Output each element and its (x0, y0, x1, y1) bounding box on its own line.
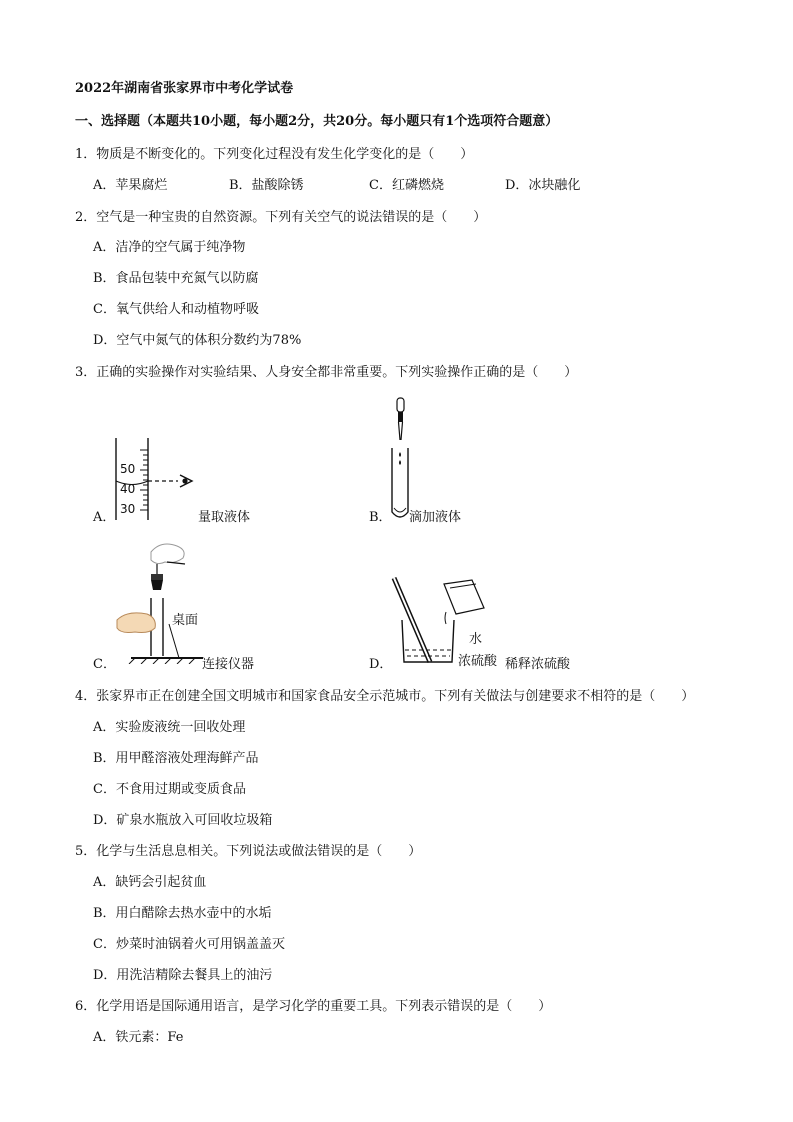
cylinder-tick-30: 30 (120, 502, 136, 516)
connect-apparatus-figure (113, 540, 203, 664)
question-2-option-d: D．空气中氮气的体积分数约为78% (93, 333, 302, 348)
question-5-stem: 5．化学与生活息息相关。下列说法或做法错误的是（ ） (75, 844, 422, 859)
question-3-option-d-caption: 稀释浓硫酸 (505, 657, 571, 672)
water-label: 水 (469, 632, 483, 647)
question-3-option-a-letter: A． (93, 510, 116, 525)
dropper-test-tube-figure (386, 396, 416, 524)
question-4-option-c: C．不食用过期或变质食品 (93, 782, 246, 797)
question-1-stem: 1．物质是不断变化的。下列变化过程没有发生化学变化的是（ ） (75, 147, 474, 162)
question-3-option-a-caption: 量取液体 (198, 510, 251, 525)
question-6-stem: 6．化学用语是国际通用语言，是学习化学的重要工具。下列表示错误的是（ ） (75, 999, 552, 1014)
question-4-option-a: A．实验废液统一回收处理 (93, 720, 246, 735)
question-6-option-a: A．铁元素：Fe (93, 1030, 184, 1045)
question-5-option-b: B．用白醋除去热水壶中的水垢 (93, 906, 272, 921)
desk-label: 桌面 (172, 613, 199, 628)
concentrated-acid-label: 浓硫酸 (458, 654, 498, 669)
question-3-option-b-letter: B． (369, 510, 392, 525)
question-1-option-a: A．苹果腐烂 (93, 178, 168, 193)
question-4-stem: 4．张家界市正在创建全国文明城市和国家食品安全示范城市。下列有关做法与创建要求不相符的是（ ） (75, 689, 695, 704)
question-2-option-c: C．氧气供给人和动植物呼吸 (93, 302, 259, 317)
page-title: 2022年湖南省张家界市中考化学试卷 (75, 81, 294, 96)
question-3-option-b-caption: 滴加液体 (409, 510, 462, 525)
question-2-stem: 2．空气是一种宝贵的自然资源。下列有关空气的说法错误的是（ ） (75, 210, 487, 225)
question-5-option-a: A．缺钙会引起贫血 (93, 875, 207, 890)
question-3-stem: 3．正确的实验操作对实验结果、人身安全都非常重要。下列实验操作正确的是（ ） (75, 365, 578, 380)
question-1-option-b: B．盐酸除锈 (229, 178, 304, 193)
question-2-option-b: B．食品包装中充氮气以防腐 (93, 271, 259, 286)
question-3-option-d-letter: D． (369, 657, 393, 672)
cylinder-tick-40: 40 (120, 482, 136, 496)
question-1-option-d: D．冰块融化 (505, 178, 581, 193)
question-3-option-c-caption: 连接仪器 (202, 657, 255, 672)
question-1-option-c: C．红磷燃烧 (369, 178, 444, 193)
question-2-option-a: A．洁净的空气属于纯净物 (93, 240, 246, 255)
question-5-option-c: C．炒菜时油锅着火可用锅盖盖灭 (93, 937, 285, 952)
cylinder-tick-50: 50 (120, 462, 136, 476)
section-heading: 一、选择题（本题共10小题，每小题2分，共20分。每小题只有1个选项符合题意） (75, 114, 559, 129)
question-4-option-d: D．矿泉水瓶放入可回收垃圾箱 (93, 813, 273, 828)
question-4-option-b: B．用甲醛溶液处理海鲜产品 (93, 751, 259, 766)
question-3-option-c-letter: C． (93, 657, 116, 672)
question-5-option-d: D．用洗洁精除去餐具上的油污 (93, 968, 273, 983)
